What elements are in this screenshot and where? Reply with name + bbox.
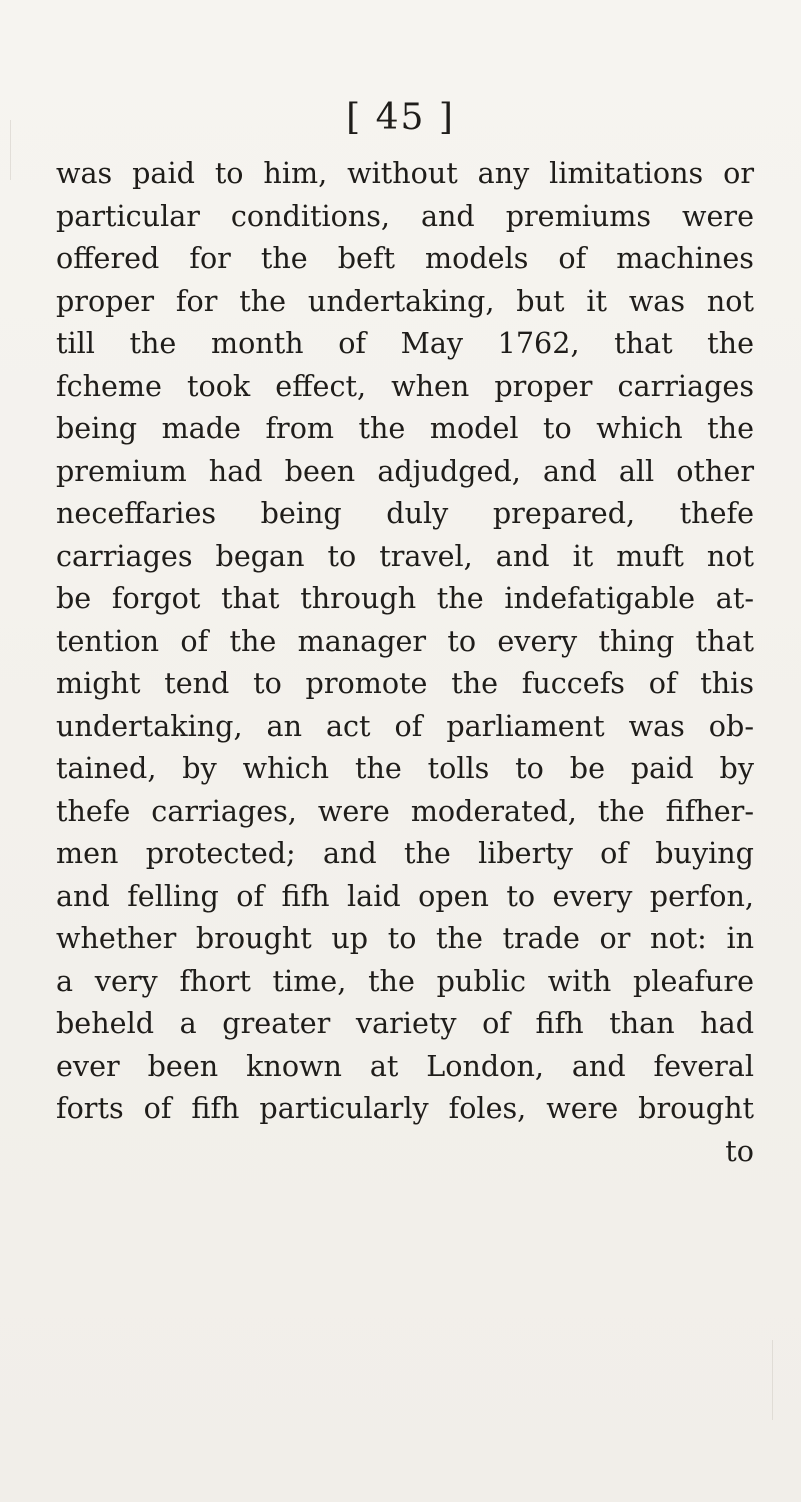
text-line: tained, by which the tolls to be paid by <box>56 751 754 785</box>
text-line: tention of the manager to every thing that <box>56 623 754 658</box>
text-line: till the month of May 1762, that the <box>56 326 754 360</box>
text-line: thefe carriages, were moderated, the fifher- <box>56 793 754 828</box>
text-line: carriages began to travel, and it muft not <box>56 538 754 573</box>
text-line: proper for the undertaking, but it was not <box>56 283 754 318</box>
text-line: undertaking, an act of parliament was ob- <box>56 708 754 743</box>
text-line: whether brought up to the trade or not: in <box>56 921 754 955</box>
text-line: premium had been adjudged, and all other <box>56 453 754 488</box>
text-line: particular conditions, and premiums were <box>56 198 754 233</box>
text-line: fcheme took effect, when proper carriages <box>56 368 754 403</box>
text-line: beheld a greater variety of fifh than had <box>56 1006 754 1040</box>
body-text <box>56 152 754 1172</box>
text-line: might tend to promote the fuccefs of this <box>56 666 754 700</box>
text-line: ever been known at London, and feveral <box>56 1048 754 1083</box>
text-line: being made from the model to which the <box>56 411 754 445</box>
text-line: offered for the beft models of machines <box>56 241 754 275</box>
text-line: neceffaries being duly prepared, thefe <box>56 496 754 530</box>
catchword: to <box>725 1133 754 1168</box>
text-line: was paid to him, without any limitations or <box>56 156 754 190</box>
text-line: forts of fifh particularly foles, were brought <box>56 1091 754 1125</box>
text-line: and felling of fifh laid open to every perfon, <box>56 878 754 913</box>
page-number: [ 45 ] <box>346 97 455 138</box>
text-line: be forgot that through the indefatigable at- <box>56 581 754 615</box>
text-line: men protected; and the liberty of buying <box>56 836 754 870</box>
paper-mark <box>772 1340 773 1420</box>
text-line: a very fhort time, the public with pleafure <box>56 963 754 998</box>
